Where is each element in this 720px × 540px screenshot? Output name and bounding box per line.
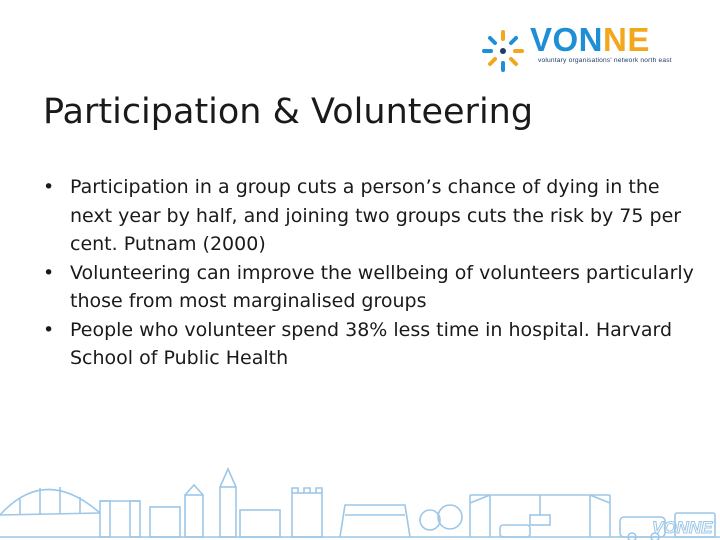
footer-watermark: VONNE <box>652 518 713 537</box>
bullet-item <box>43 316 703 373</box>
logo-word-part1: VON <box>530 21 604 58</box>
bullet-dot: • <box>43 176 55 198</box>
logo-word-part2: NE <box>603 21 650 58</box>
vonne-logo <box>480 20 695 70</box>
bullet-text: People who volunteer spend 38% less time in hospital. Harvard School of Public Health <box>70 318 673 369</box>
logo-tagline: voluntary organisations' network north east <box>538 57 672 64</box>
bullet-list <box>43 173 703 373</box>
logo-wordmark <box>530 22 650 58</box>
bullet-text: Volunteering can improve the wellbeing of volunteers particularly those from most marginalised groups <box>70 261 694 312</box>
bullet-text: Participation in a group cuts a person’s chance of dying in the next year by half, and joining two groups cuts the risk by 75 per cent. Putnam (2000) <box>70 176 682 255</box>
bullet-item <box>43 259 703 316</box>
sunburst-logo-icon <box>480 28 526 74</box>
slide-title: Participation & Volunteering <box>43 92 534 132</box>
bullet-dot: • <box>43 261 55 284</box>
bullet-item <box>43 173 703 259</box>
bullet-dot: • <box>43 318 55 341</box>
city-skyline-illustration <box>0 455 720 540</box>
